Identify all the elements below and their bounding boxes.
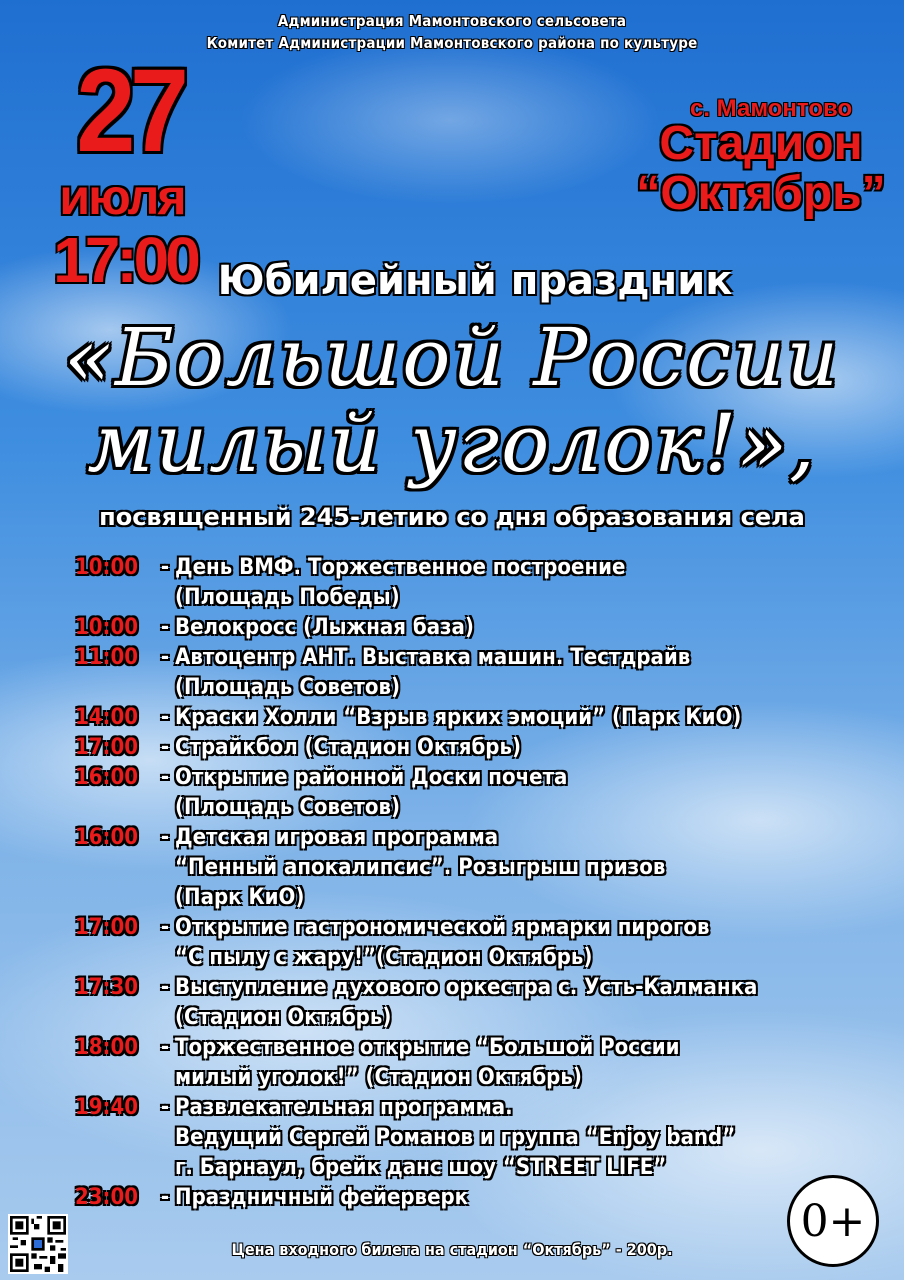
schedule-description: День ВМФ. Торжественное построение (Площадь Победы) xyxy=(175,555,626,610)
schedule-time: 23:00 xyxy=(75,1185,139,1210)
schedule-time: 11:00 xyxy=(75,645,139,670)
schedule-description: Торжественное открытие “Большой России милый уголок!” (Стадион Октябрь) xyxy=(175,1035,680,1090)
schedule-dash: - xyxy=(160,615,170,640)
schedule-time: 18:00 xyxy=(75,1035,139,1060)
schedule-item xyxy=(75,913,885,973)
schedule-time: 19:40 xyxy=(75,1095,139,1120)
schedule-time: 17:30 xyxy=(75,975,139,1000)
schedule-dash: - xyxy=(160,705,170,730)
organizer-line-1: Администрация Мамонтовского сельсовета xyxy=(277,12,627,30)
schedule-description: Открытие гастрономической ярмарки пирогов “С пылу с жару!”(Стадион Октябрь) xyxy=(175,915,710,970)
schedule-time: 16:00 xyxy=(75,765,139,790)
schedule-time: 17:00 xyxy=(75,915,139,940)
schedule-item xyxy=(75,643,885,703)
venue-village: с. Мамонтово xyxy=(690,95,853,122)
headline: Юбилейный праздник xyxy=(217,258,733,304)
age-rating-badge: 0+ xyxy=(787,1175,879,1267)
schedule-item xyxy=(75,823,885,913)
schedule-description: Детская игровая программа “Пенный апокалипсис”. Розыгрыш призов (Парк КиО) xyxy=(175,825,666,910)
schedule-time: 16:00 xyxy=(75,825,139,850)
schedule-item xyxy=(75,973,885,1033)
title-line-2: милый уголок!», xyxy=(87,397,817,490)
venue-line-2: “Октябрь” xyxy=(636,167,886,220)
schedule-description: Велокросс (Лыжная база) xyxy=(175,615,474,640)
schedule-description: Страйкбол (Стадион Октябрь) xyxy=(175,735,522,760)
schedule-dash: - xyxy=(160,555,170,580)
organizer-line-2: Комитет Администрации Мамонтовского района по культуре xyxy=(206,34,698,52)
schedule-time: 10:00 xyxy=(75,615,139,640)
schedule-item xyxy=(75,553,885,613)
schedule-description: Автоцентр АНТ. Выставка машин. Тестдрайв (Площадь Советов) xyxy=(175,645,691,700)
schedule-dash: - xyxy=(160,975,170,1000)
schedule-description: Открытие районной Доски почета (Площадь Советов) xyxy=(175,765,568,820)
schedule-time: 10:00 xyxy=(75,555,139,580)
schedule-dash: - xyxy=(160,1095,170,1120)
event-day: 27 xyxy=(76,45,184,177)
venue-line-1: Стадион xyxy=(659,117,863,170)
schedule-description: Выступление духового оркестра с. Усть-Калманка (Стадион Октябрь) xyxy=(175,975,758,1030)
schedule-time: 17:00 xyxy=(75,735,139,760)
schedule-dash: - xyxy=(160,735,170,760)
schedule-item xyxy=(75,1183,885,1213)
schedule-item xyxy=(75,613,885,643)
schedule-dash: - xyxy=(160,765,170,790)
schedule-description: Развлекательная программа. Ведущий Сергей Романов и группа “Enjoy band” г. Барнаул, брейк данс шоу “STREET LIFE” xyxy=(175,1095,736,1180)
schedule-dash: - xyxy=(160,915,170,940)
dedication: посвященный 245-летию со дня образования села xyxy=(99,503,805,531)
schedule-description: Праздничный фейерверк xyxy=(175,1185,469,1210)
schedule-dash: - xyxy=(160,825,170,850)
title-line-1: «Большой России xyxy=(64,311,840,404)
schedule-dash: - xyxy=(160,645,170,670)
schedule-dash: - xyxy=(160,1185,170,1210)
schedule-item xyxy=(75,733,885,763)
schedule-description: Краски Холли “Взрыв ярких эмоций” (Парк КиО) xyxy=(175,705,742,730)
event-start-time: 17:00 xyxy=(53,224,197,296)
schedule-item xyxy=(75,1093,885,1183)
schedule-item xyxy=(75,703,885,733)
schedule-time: 14:00 xyxy=(75,705,139,730)
schedule-list xyxy=(75,553,885,1213)
schedule-item xyxy=(75,1033,885,1093)
event-month: июля xyxy=(59,169,185,225)
ticket-price: Цена входного билета на стадион “Октябрь” - 200р. xyxy=(231,1240,673,1259)
schedule-item xyxy=(75,763,885,823)
schedule-dash: - xyxy=(160,1035,170,1060)
